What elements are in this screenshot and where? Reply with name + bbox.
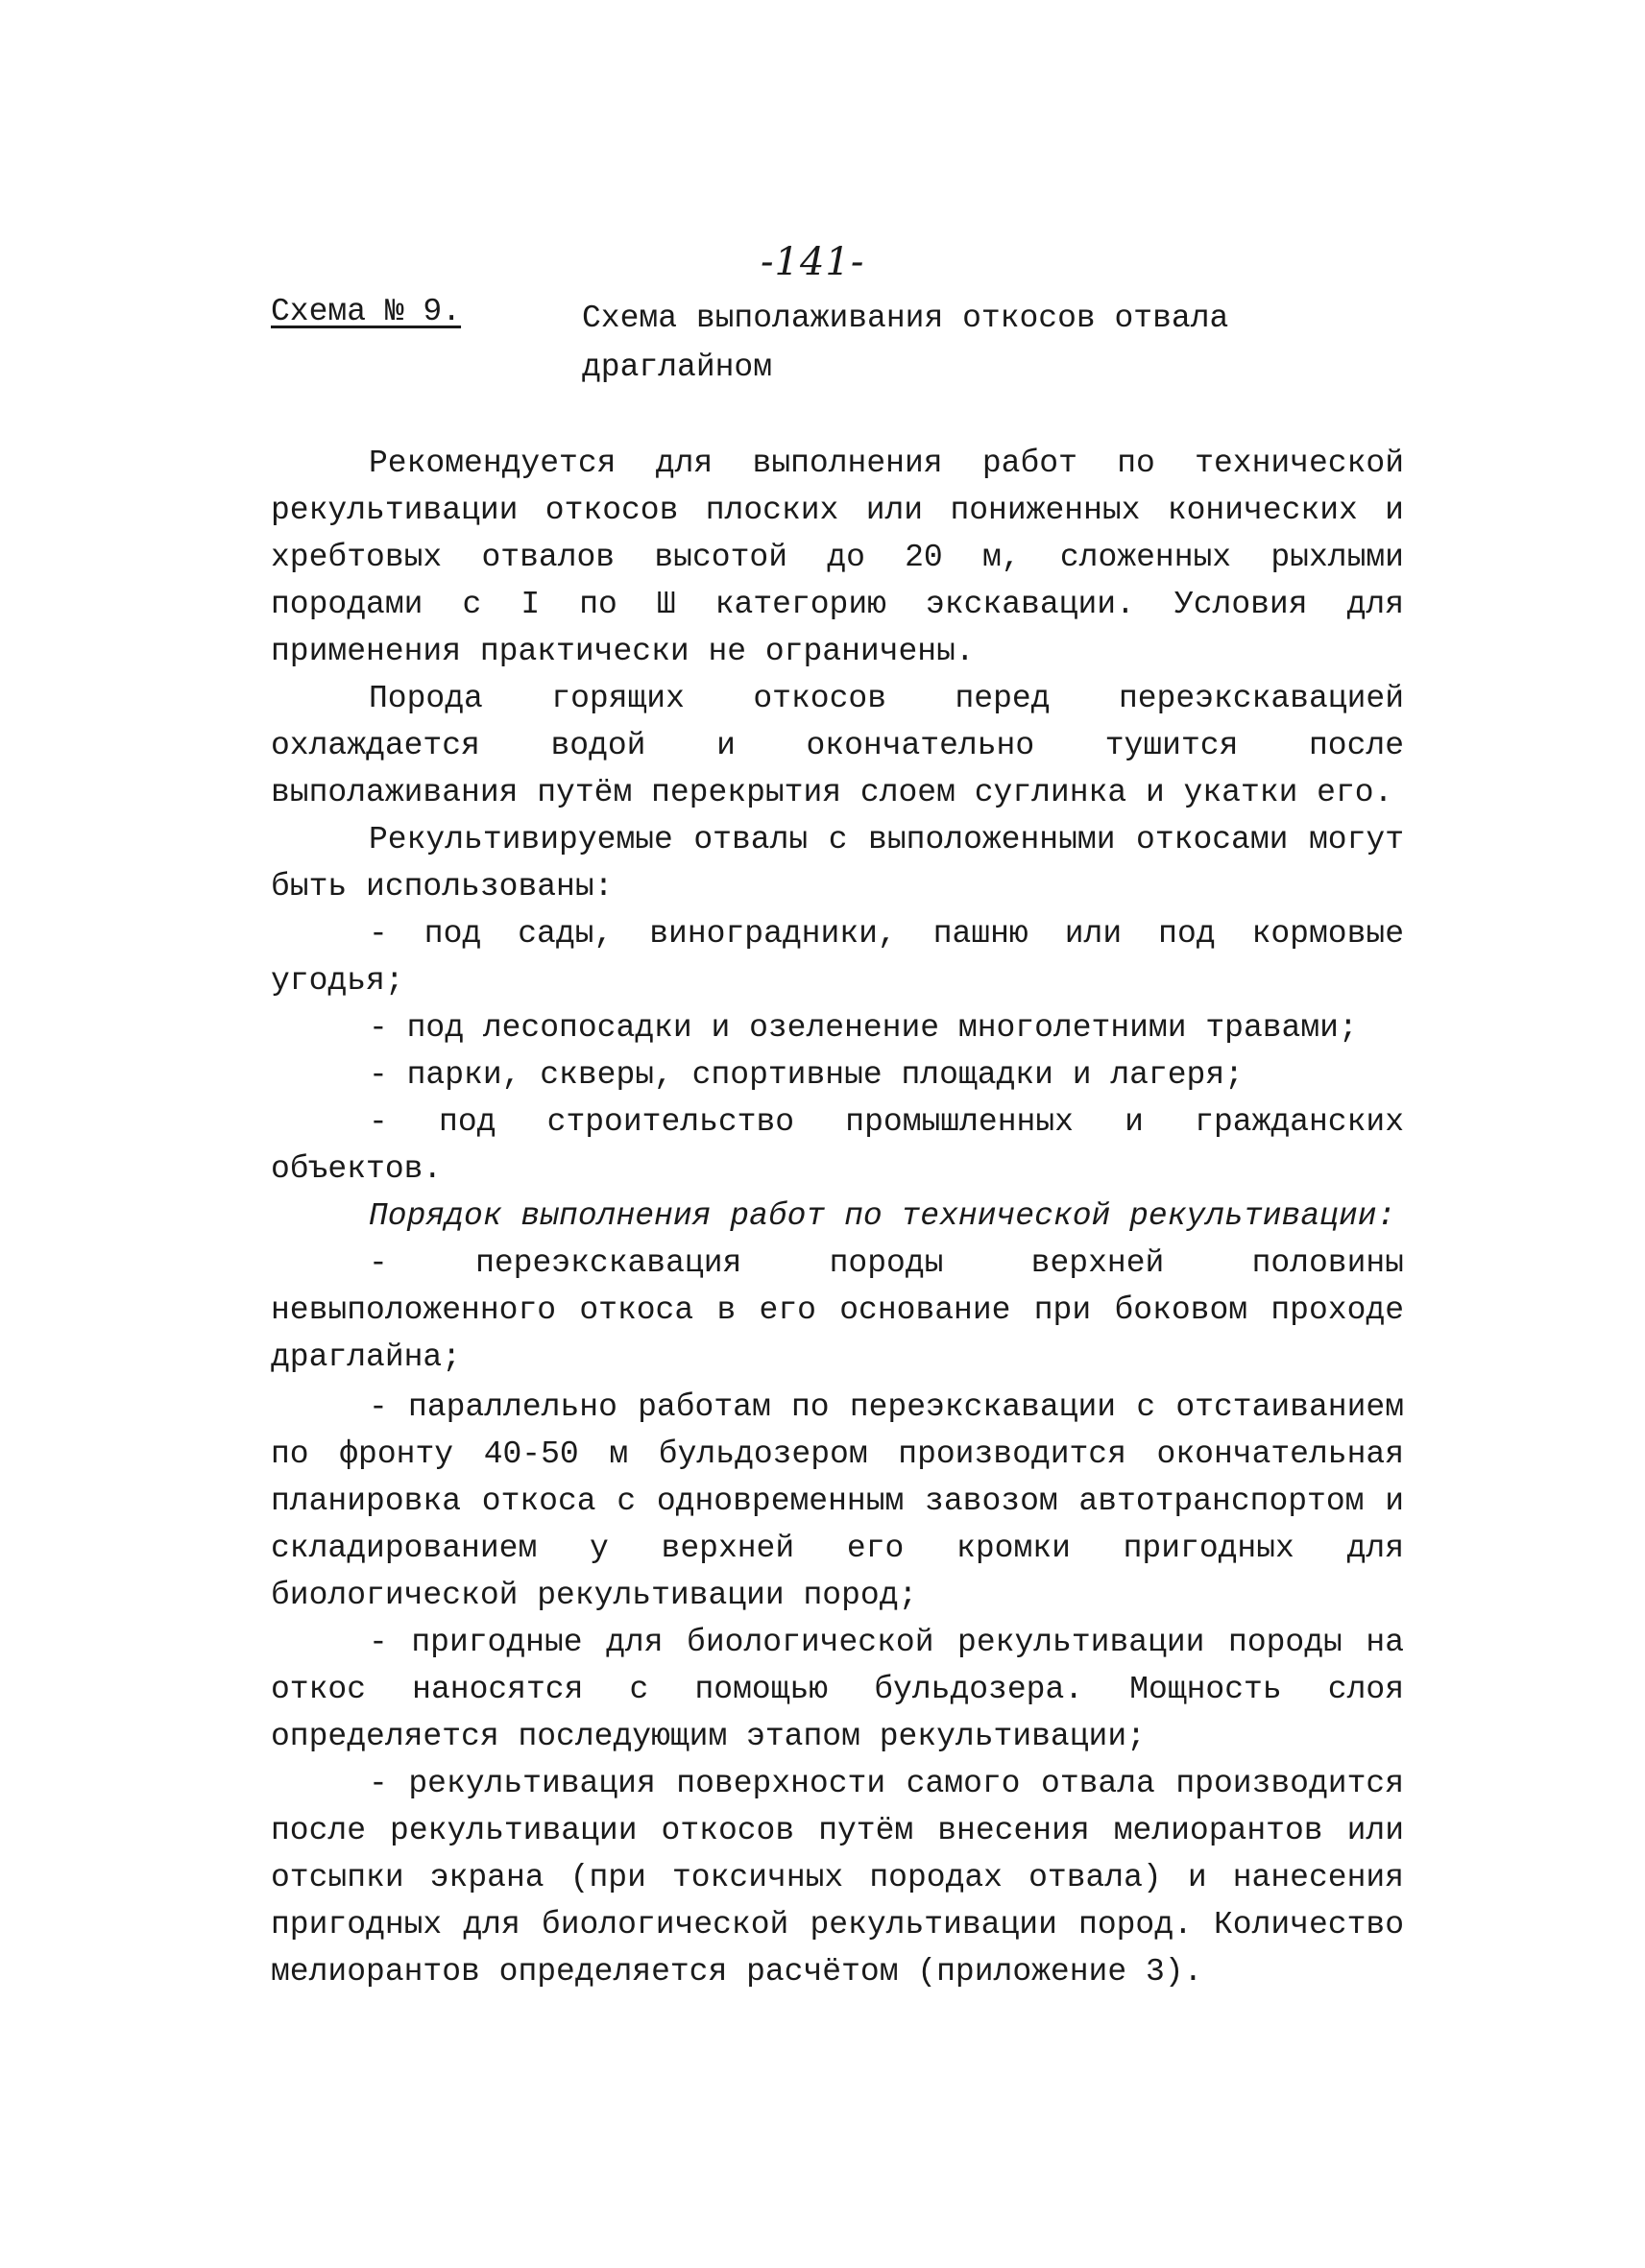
scheme-title: Схема выполаживания откосов отвала драглайном — [582, 301, 1229, 385]
paragraph-recommendation: Рекомендуется для выполнения работ по технической рекультивации откосов плоских или пониженных конических и хребтовых отвалов высотой до 20 м, сложенных рыхлыми породами с I по Ш категорию экскавации. Условия для применения практически не ограничены. — [271, 446, 1404, 669]
paragraph-burning-slopes: Порода горящих откосов перед переэкскавацией охлаждается водой и окончательно тушится после выполаживания путём перекрытия слоем суглинка и укатки его. — [271, 681, 1404, 810]
list-item-gardens: - под сады, виноградники, пашню или под кормовые угодья; — [271, 916, 1404, 999]
list-item-parks: - парки, скверы, спортивные площадки и лагеря; — [369, 1057, 1244, 1093]
paragraph-procedure-heading: Порядок выполнения работ по технической рекультивации: — [369, 1198, 1396, 1234]
body-text-lower — [271, 1384, 1404, 1995]
paragraph-usage-intro: Рекультивируемые отвалы с выположенными откосами могут быть использованы: — [271, 822, 1404, 905]
list-item-reexcavation: - переэкскавация породы верхней половины невыположенного откоса в его основание при боковом проходе драглайна; — [271, 1245, 1404, 1375]
page-number: -141- — [761, 240, 865, 284]
list-item-bulldozer: - пригодные для биологической рекультивации породы на откос наносятся с помощью бульдозера. Мощность слоя определяется последующим этапом рекультивации; — [271, 1625, 1404, 1754]
body-text-upper — [271, 440, 1404, 1381]
list-item-planning: - параллельно работам по переэкскавации с отстаиванием по фронту 40-50 м бульдозером производится окончательная планировка откоса с одновременным завозом автотранспортом и складированием у верхней его кромки пригодных для биологической рекультивации пород; — [271, 1389, 1404, 1613]
list-item-forest: - под лесопосадки и озеленение многолетними травами; — [369, 1010, 1358, 1046]
list-item-surface-reclamation: - рекультивация поверхности самого отвала производится после рекультивации откосов путём внесения мелиорантов или отсыпки экрана (при токсичных породах отвала) и нанесения пригодных для биологической рекультивации пород. Количество мелиорантов определяется расчётом (приложение 3). — [271, 1766, 1404, 1990]
list-item-construction: - под строительство промышленных и гражданских объектов. — [271, 1104, 1404, 1187]
scheme-label: Схема № 9. — [271, 294, 462, 329]
